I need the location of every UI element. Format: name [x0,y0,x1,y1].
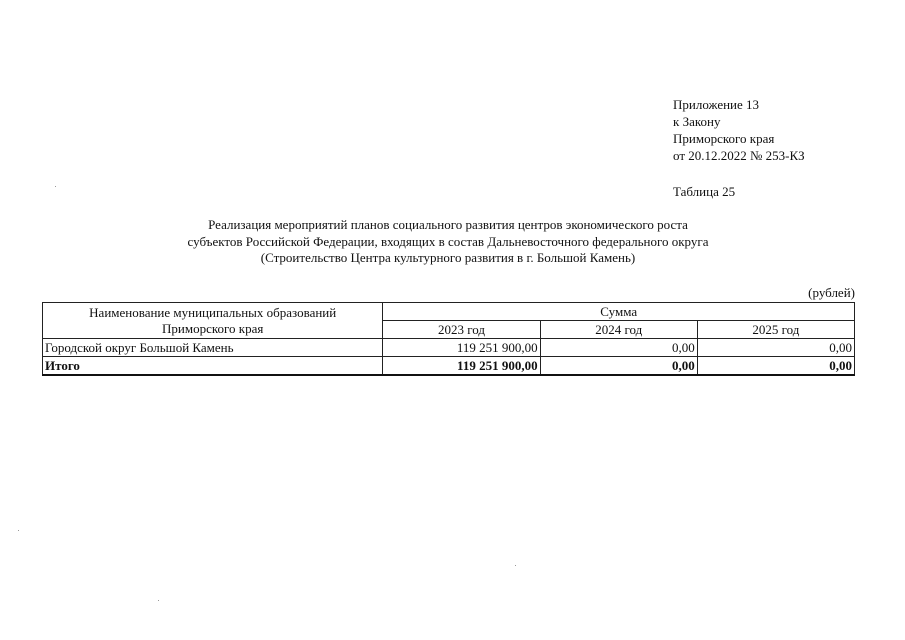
title-line: (Строительство Центра культурного развития в г. Большой Камень) [260,250,636,265]
title-line: Реализация мероприятий планов социального развития центров экономического роста [208,217,688,232]
table-header-row [43,303,855,321]
scan-speck [55,186,56,187]
table-number: Таблица 25 [673,184,736,199]
amount-2023: 119 251 900,00 [383,339,540,357]
scan-speck [18,530,19,531]
total-label: Итого [43,357,383,376]
municipality-name: Городской округ Большой Камень [43,339,383,357]
appendix-line: к Закону [673,114,721,129]
appendix-line: Приложение 13 [673,97,760,112]
budget-table [42,302,855,376]
total-2025: 0,00 [697,357,854,376]
amount-2025: 0,00 [697,339,854,357]
header-line: Наименование муниципальных образований [89,304,337,320]
header-line: Приморского края [162,320,264,336]
total-2023: 119 251 900,00 [383,357,540,376]
year-header-2025: 2025 год [697,321,854,339]
total-row [43,357,855,376]
title-line: субъектов Российской Федерации, входящих в состав Дальневосточного федерального округа [187,233,709,249]
table-row [43,339,855,357]
document-title [40,217,856,267]
units-label: (рублей) [808,285,855,300]
scan-speck [515,565,516,566]
amount-2024: 0,00 [540,339,697,357]
appendix-line: Приморского края [673,131,775,146]
year-header-2023: 2023 год [383,321,540,339]
sum-column-header: Сумма [383,303,855,321]
total-2024: 0,00 [540,357,697,376]
scan-speck [158,600,159,601]
appendix-line: от 20.12.2022 № 253-КЗ [673,148,805,163]
municipality-column-header [43,303,383,339]
year-header-2024: 2024 год [540,321,697,339]
appendix-header [673,96,805,164]
